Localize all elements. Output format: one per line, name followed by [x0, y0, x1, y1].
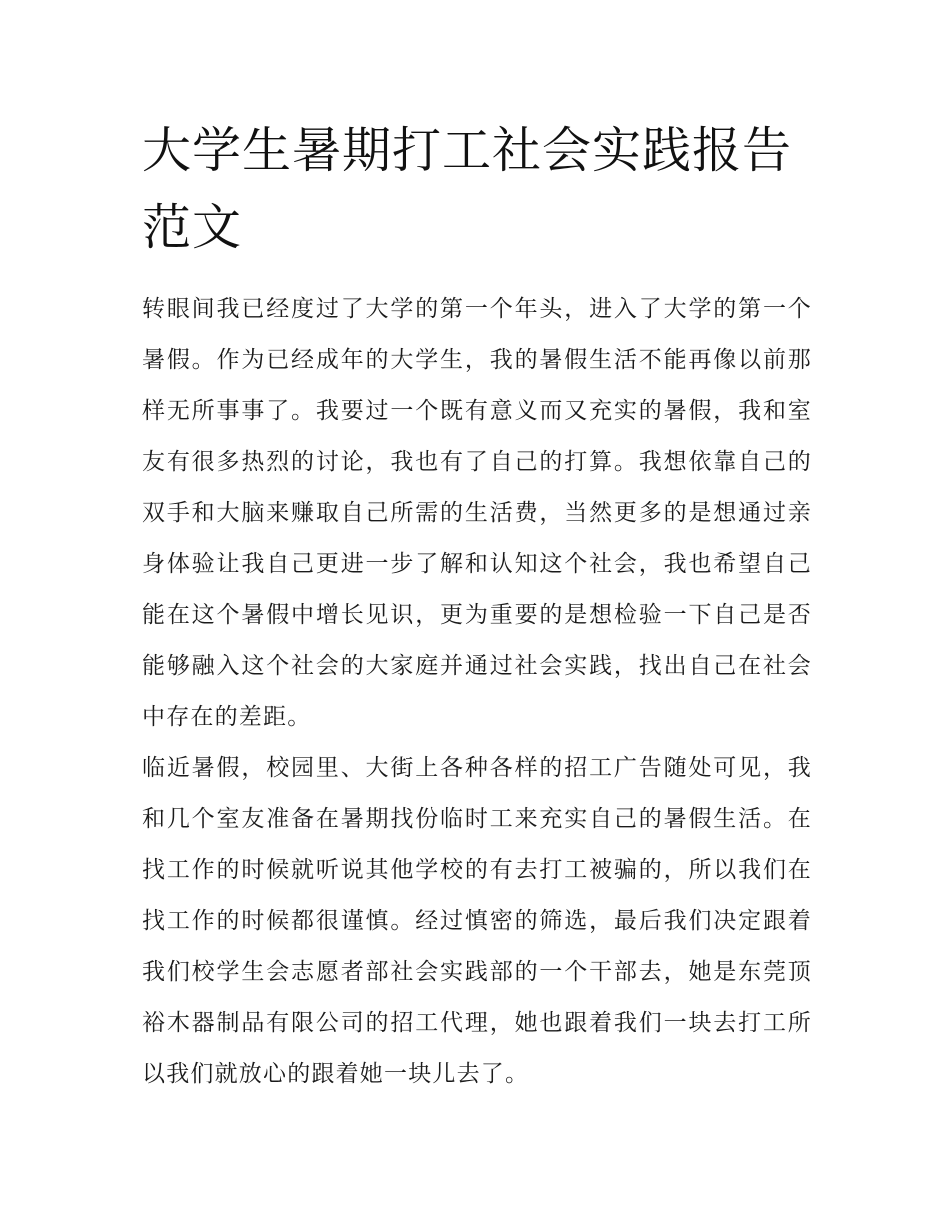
- document-body: [142, 284, 812, 1100]
- document-content: [142, 112, 812, 1100]
- paragraph-2: 临近暑假，校园里、大街上各种各样的招工广告随处可见，我和几个室友准备在暑期找份临时工来充实自己的暑假生活。在找工作的时候就听说其他学校的有去打工被骗的，所以我们在找工作的时候都很谨慎。经过慎密的筛选，最后我们决定跟着我们校学生会志愿者部社会实践部的一个干部去，她是东莞顶裕木器制品有限公司的招工代理，她也跟着我们一块去打工所以我们就放心的跟着她一块儿去了。: [142, 755, 812, 1087]
- document-title: 大学生暑期打工社会实践报告范文: [142, 122, 793, 256]
- paragraph-1: 转眼间我已经度过了大学的第一个年头，进入了大学的第一个暑假。作为已经成年的大学生，我的暑假生活不能再像以前那样无所事事了。我要过一个既有意义而又充实的暑假，我和室友有很多热烈的讨论，我也有了自己的打算。我想依靠自己的双手和大脑来赚取自己所需的生活费，当然更多的是想通过亲身体验让我自己更进一步了解和认知这个社会，我也希望自己能在这个暑假中增长见识，更为重要的是想检验一下自己是否能够融入这个社会的大家庭并通过社会实践，找出自己在社会中存在的差距。: [142, 296, 812, 730]
